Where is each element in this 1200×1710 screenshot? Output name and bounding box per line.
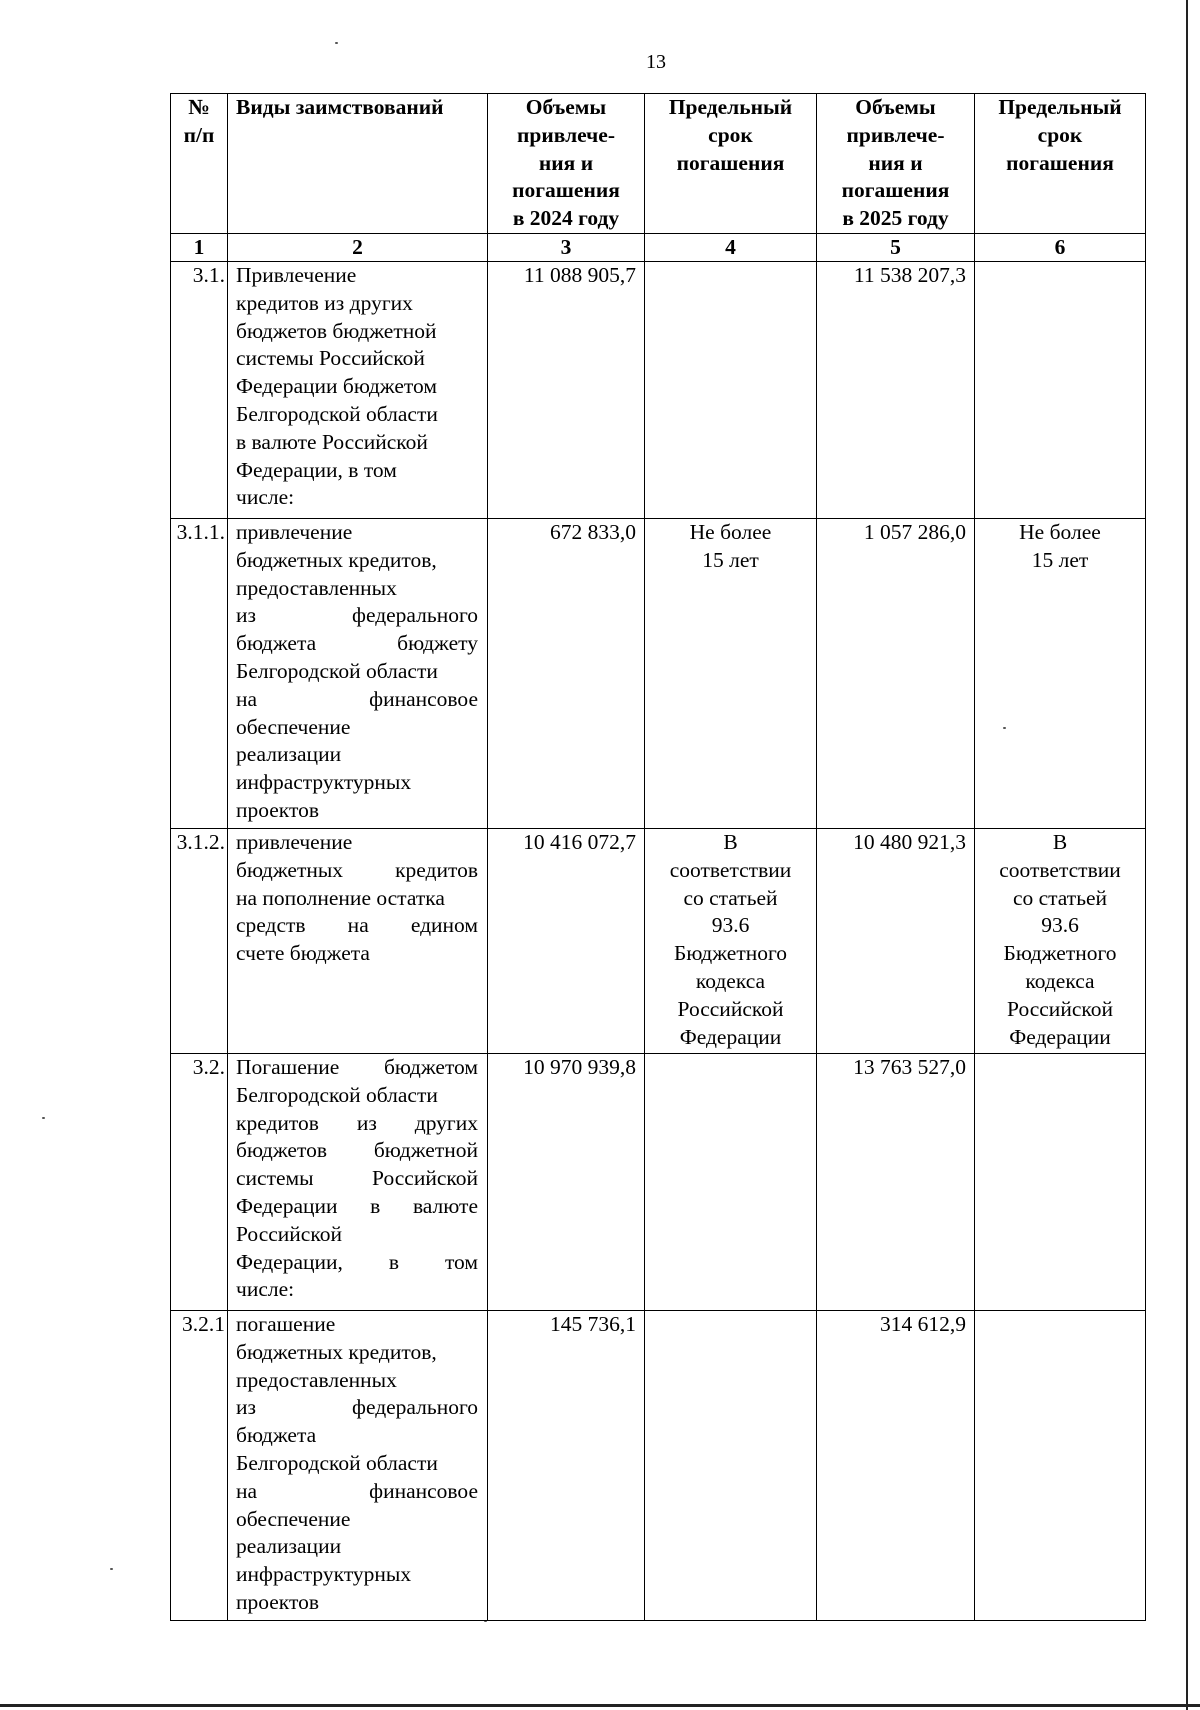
volume-2024: 145 736,1 bbox=[488, 1310, 645, 1620]
volume-2024: 10 970 939,8 bbox=[488, 1053, 645, 1310]
row-number: 3.2. bbox=[171, 1053, 228, 1310]
column-number: 5 bbox=[817, 233, 975, 261]
row-description: погашение бюджетных кредитов, предоставленных из федерального бюджета Белгородской области на финансовое обеспечение реализации инфраструктурных проектов bbox=[228, 1310, 488, 1620]
row-number: 3.1.1. bbox=[171, 518, 228, 828]
row-description: Погашение бюджетом Белгородской области кредитов из других бюджетов бюджетной системы Российской Федерации в валюте Российской Федерации, в том числе: bbox=[228, 1053, 488, 1310]
header-kind: Виды заимствований bbox=[228, 94, 488, 234]
borrowings-table bbox=[170, 93, 1146, 1621]
volume-2024: 11 088 905,7 bbox=[488, 261, 645, 518]
table-row bbox=[171, 1310, 1146, 1620]
column-number: 3 bbox=[488, 233, 645, 261]
term-2024: В соответствии со статьей 93.6 Бюджетного кодекса Российской Федерации bbox=[645, 828, 817, 1053]
term-2024 bbox=[645, 1310, 817, 1620]
volume-2025: 10 480 921,3 bbox=[817, 828, 975, 1053]
header-term-2024: Предельный срок погашения bbox=[645, 94, 817, 234]
header-term-2025: Предельный срок погашения bbox=[975, 94, 1146, 234]
volume-2025: 11 538 207,3 bbox=[817, 261, 975, 518]
volume-2024: 672 833,0 bbox=[488, 518, 645, 828]
volume-2025: 13 763 527,0 bbox=[817, 1053, 975, 1310]
term-2025 bbox=[975, 1053, 1146, 1310]
header-volume-2025: Объемы привлече- ния и погашения в 2025 году bbox=[817, 94, 975, 234]
scan-speck bbox=[42, 1117, 45, 1119]
term-2025 bbox=[975, 261, 1146, 518]
term-2024 bbox=[645, 261, 817, 518]
header-no: № п/п bbox=[171, 94, 228, 234]
term-2025: Не более 15 лет bbox=[975, 518, 1146, 828]
term-2024: Не более 15 лет bbox=[645, 518, 817, 828]
column-number: 2 bbox=[228, 233, 488, 261]
term-2025: В соответствии со статьей 93.6 Бюджетного кодекса Российской Федерации bbox=[975, 828, 1146, 1053]
column-number: 1 bbox=[171, 233, 228, 261]
header-volume-2024: Объемы привлече- ния и погашения в 2024 году bbox=[488, 94, 645, 234]
row-number: 3.2.1 bbox=[171, 1310, 228, 1620]
table-row bbox=[171, 828, 1146, 1053]
table-row bbox=[171, 1053, 1146, 1310]
page-number: 13 bbox=[646, 51, 666, 73]
table-row bbox=[171, 518, 1146, 828]
scan-edge-bottom bbox=[0, 1704, 1200, 1707]
scan-speck bbox=[110, 1568, 113, 1570]
term-2025 bbox=[975, 1310, 1146, 1620]
row-description: Привлечение кредитов из других бюджетов бюджетной системы Российской Федерации бюджетом Белгородской области в валюте Российской Федерации, в том числе: bbox=[228, 261, 488, 518]
volume-2025: 1 057 286,0 bbox=[817, 518, 975, 828]
volume-2024: 10 416 072,7 bbox=[488, 828, 645, 1053]
row-number: 3.1.2. bbox=[171, 828, 228, 1053]
scan-speck bbox=[335, 42, 338, 44]
volume-2025: 314 612,9 bbox=[817, 1310, 975, 1620]
header-row bbox=[171, 94, 1146, 234]
term-2024 bbox=[645, 1053, 817, 1310]
row-description: привлечение бюджетных кредитов, предоставленных из федерального бюджета бюджету Белгородской области на финансовое обеспечение реализации инфраструктурных проектов bbox=[228, 518, 488, 828]
scan-edge-right bbox=[1186, 0, 1188, 1710]
row-number: 3.1. bbox=[171, 261, 228, 518]
column-number: 4 bbox=[645, 233, 817, 261]
table-row bbox=[171, 261, 1146, 518]
column-number: 6 bbox=[975, 233, 1146, 261]
row-description: привлечение бюджетных кредитов на пополнение остатка средств на едином счете бюджета bbox=[228, 828, 488, 1053]
column-number-row bbox=[171, 233, 1146, 261]
